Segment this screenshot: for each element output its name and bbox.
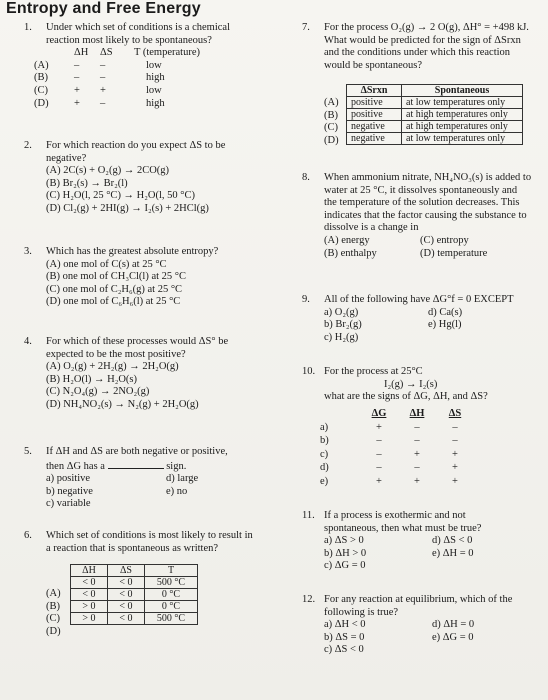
question-number: 3. bbox=[24, 246, 32, 257]
q6-table bbox=[70, 564, 198, 625]
answer-option[interactable]: (D) NH₄NO₂(s) → N₂(g) + 2H₂O(g) bbox=[46, 398, 199, 410]
answer-option[interactable]: d) large bbox=[166, 473, 199, 485]
answer-option[interactable]: d) ΔS < 0 bbox=[432, 535, 473, 547]
table-row: negative at low temperatures only bbox=[347, 133, 523, 145]
question-number: 4. bbox=[24, 336, 32, 347]
question-10 bbox=[302, 366, 542, 404]
answer-option[interactable]: (C) entropy bbox=[420, 234, 469, 246]
table-row: > 0 < 0 0 °C bbox=[71, 601, 198, 613]
answer-option[interactable]: (B) enthalpy bbox=[324, 247, 377, 259]
question-stem-line: negative? bbox=[46, 152, 87, 164]
q7-table bbox=[346, 84, 523, 145]
question-stem-line: dissolve is a change in bbox=[324, 222, 419, 234]
table-header-row: ΔSrxn Spontaneous bbox=[347, 85, 523, 97]
question-7 bbox=[302, 22, 542, 72]
answer-option[interactable]: (A) one mol of C(s) at 25 °C bbox=[46, 258, 167, 270]
question-stem-line: When ammonium nitrate, NH₄NO₃(s) is added to bbox=[324, 172, 532, 183]
answer-option[interactable]: d) – – + bbox=[320, 462, 458, 474]
question-stem-line: For which reaction do you expect ΔS to be bbox=[46, 140, 226, 151]
question-9 bbox=[302, 294, 542, 344]
question-stem-line: For the process O₂(g) → 2 O(g), ΔH° = +498 kJ. bbox=[324, 22, 529, 33]
question-number: 8. bbox=[302, 172, 310, 183]
answer-option[interactable]: b) – – – bbox=[320, 435, 458, 447]
table-row: negative at high temperatures only bbox=[347, 121, 523, 133]
question-stem-line: I₂(g) → I₂(s) bbox=[384, 378, 438, 390]
question-stem-line: Under which set of conditions is a chemical bbox=[46, 22, 230, 33]
answer-option[interactable]: (B) one mol of CH₃Cl(l) at 25 °C bbox=[46, 271, 186, 283]
answer-option[interactable]: c) – + + bbox=[320, 448, 458, 460]
question-number: 7. bbox=[302, 22, 310, 33]
answer-option[interactable]: (A) O₂(g) + 2H₂(g) → 2H₂O(g) bbox=[46, 361, 179, 373]
answer-option[interactable]: (D) Cl₂(g) + 2HI(g) → I₂(s) + 2HCl(g) bbox=[46, 202, 209, 214]
q1-header: ΔH ΔS T (temperature) bbox=[74, 47, 200, 59]
answer-option[interactable]: e) Hg(l) bbox=[428, 319, 462, 331]
question-number: 10. bbox=[302, 366, 316, 377]
answer-option[interactable]: (B) bbox=[46, 600, 60, 612]
answer-option[interactable]: (D) + – high bbox=[34, 97, 165, 109]
answer-option[interactable]: (B) bbox=[324, 109, 338, 121]
question-stem-line: If ΔH and ΔS are both negative or positive, bbox=[46, 446, 228, 457]
answer-option[interactable]: e) ΔH = 0 bbox=[432, 547, 474, 559]
answer-option[interactable]: (C) H₂O(l, 25 °C) → H₂O(l, 50 °C) bbox=[46, 190, 195, 202]
question-stem-line: expected to be the most positive? bbox=[46, 348, 186, 360]
fill-in-blank[interactable] bbox=[108, 459, 164, 469]
answer-option[interactable]: a) ΔS > 0 bbox=[324, 535, 364, 547]
answer-option[interactable]: (D) one mol of C₆H₆(l) at 25 °C bbox=[46, 296, 181, 308]
question-stem-line: the temperature of the solution decreases. This bbox=[324, 197, 520, 209]
question-4 bbox=[24, 336, 284, 412]
answer-option[interactable]: e) no bbox=[166, 485, 188, 497]
answer-option[interactable]: (A) energy bbox=[324, 234, 370, 246]
question-number: 2. bbox=[24, 140, 32, 151]
table-row: positive at high temperatures only bbox=[347, 109, 523, 121]
answer-option[interactable]: (A) bbox=[46, 588, 61, 599]
q10-table bbox=[320, 408, 520, 488]
answer-option[interactable]: (B) – – high bbox=[34, 72, 165, 84]
table-row: < 0 < 0 0 °C bbox=[71, 589, 198, 601]
answer-option[interactable]: (C) bbox=[324, 122, 338, 133]
answer-option[interactable]: (D) temperature bbox=[420, 247, 488, 259]
question-1 bbox=[24, 22, 274, 110]
question-number: 5. bbox=[24, 446, 32, 457]
answer-option[interactable]: e) ΔG = 0 bbox=[432, 631, 474, 643]
question-3 bbox=[24, 246, 284, 309]
question-stem-line: would be spontaneous? bbox=[324, 59, 422, 71]
answer-option[interactable]: c) variable bbox=[46, 498, 91, 510]
page-title: Entropy and Free Energy bbox=[6, 0, 201, 17]
question-stem-line: If a process is exothermic and not bbox=[324, 510, 466, 521]
table-row: positive at low temperatures only bbox=[347, 97, 523, 109]
question-number: 9. bbox=[302, 294, 310, 305]
question-11 bbox=[302, 510, 542, 573]
question-stem-line: For which of these processes would ΔS° be bbox=[46, 336, 229, 347]
answer-option[interactable]: (A) bbox=[324, 97, 339, 108]
question-stem-line: following is true? bbox=[324, 606, 399, 618]
answer-option[interactable]: c) ΔG = 0 bbox=[324, 560, 366, 572]
question-stem-line: what are the signs of ΔG, ΔH, and ΔS? bbox=[324, 391, 488, 403]
answer-option[interactable]: e) + + + bbox=[320, 475, 458, 487]
question-stem-line: Which set of conditions is most likely to result in bbox=[46, 530, 253, 541]
question-stem-line: and the conditions under which this reaction bbox=[324, 47, 511, 59]
question-stem-line: For the process at 25°C bbox=[324, 366, 423, 377]
question-stem-line: For any reaction at equilibrium, which of the bbox=[324, 594, 513, 605]
question-number: 1. bbox=[24, 22, 32, 33]
answer-option[interactable]: (C) + + low bbox=[34, 84, 162, 96]
answer-option[interactable]: (A) – – low bbox=[34, 59, 162, 71]
question-6 bbox=[24, 530, 294, 555]
question-5 bbox=[24, 446, 284, 511]
question-2 bbox=[24, 140, 284, 216]
question-number: 11. bbox=[302, 510, 315, 521]
question-stem-line: a reaction that is spontaneous as written? bbox=[46, 542, 219, 554]
q6-row-labels bbox=[46, 588, 61, 638]
answer-option[interactable]: (D) bbox=[46, 625, 61, 637]
answer-option[interactable]: (C) bbox=[46, 613, 60, 624]
answer-option[interactable]: (B) H₂O(l) → H₂O(s) bbox=[46, 373, 138, 385]
question-stem-line: All of the following have ΔG°f = 0 EXCEPT bbox=[324, 294, 514, 305]
answer-option[interactable]: (B) Br₂(s) → Br₂(l) bbox=[46, 177, 128, 189]
answer-option[interactable]: c) ΔS < 0 bbox=[324, 644, 364, 656]
question-stem-line: Which has the greatest absolute entropy? bbox=[46, 246, 219, 257]
answer-option[interactable]: a) + – – bbox=[320, 421, 458, 433]
answer-option[interactable]: b) negative bbox=[46, 485, 93, 497]
answer-option[interactable]: (A) 2C(s) + O₂(g) → 2CO(g) bbox=[46, 165, 170, 177]
question-stem-line: then ΔG has a sign. bbox=[46, 460, 187, 472]
answer-option[interactable]: d) ΔH = 0 bbox=[432, 619, 475, 631]
question-stem-line: spontaneous, then what must be true? bbox=[324, 522, 482, 534]
question-stem-line: indicates that the factor causing the substance to bbox=[324, 209, 527, 221]
question-stem-line: reaction most likely to be spontaneous? bbox=[46, 34, 212, 46]
answer-option[interactable]: a) positive bbox=[46, 473, 91, 485]
answer-option[interactable]: (C) N₂O₄(g) → 2NO₂(g) bbox=[46, 386, 150, 398]
table-row: > 0 < 0 500 °C bbox=[71, 613, 198, 625]
answer-option[interactable]: b) Br₂(g) bbox=[324, 319, 362, 331]
q7-row-labels bbox=[324, 97, 339, 147]
question-number: 6. bbox=[24, 530, 32, 541]
answer-option[interactable]: c) H₂(g) bbox=[324, 331, 359, 343]
question-number: 12. bbox=[302, 594, 316, 605]
answer-option[interactable]: a) ΔH < 0 bbox=[324, 619, 366, 631]
answer-option[interactable]: b) ΔS = 0 bbox=[324, 631, 365, 643]
question-8 bbox=[302, 172, 542, 260]
answer-option[interactable]: b) ΔH > 0 bbox=[324, 547, 367, 559]
answer-option[interactable]: d) Ca(s) bbox=[428, 306, 463, 318]
answer-option[interactable]: (C) one mol of C₂H₆(g) at 25 °C bbox=[46, 283, 183, 295]
question-stem-line: water at 25 °C, it dissolves spontaneously and bbox=[324, 184, 518, 196]
table-row: < 0 < 0 500 °C bbox=[71, 577, 198, 589]
question-12 bbox=[302, 594, 542, 657]
table-header-row: ΔG ΔH ΔS bbox=[371, 408, 462, 419]
answer-option[interactable]: (D) bbox=[324, 134, 339, 146]
table-header-row: ΔH ΔS T bbox=[71, 565, 198, 577]
answer-option[interactable]: a) O₂(g) bbox=[324, 306, 359, 318]
question-stem-line: What would be predicted for the sign of ΔSrxn bbox=[324, 34, 521, 46]
